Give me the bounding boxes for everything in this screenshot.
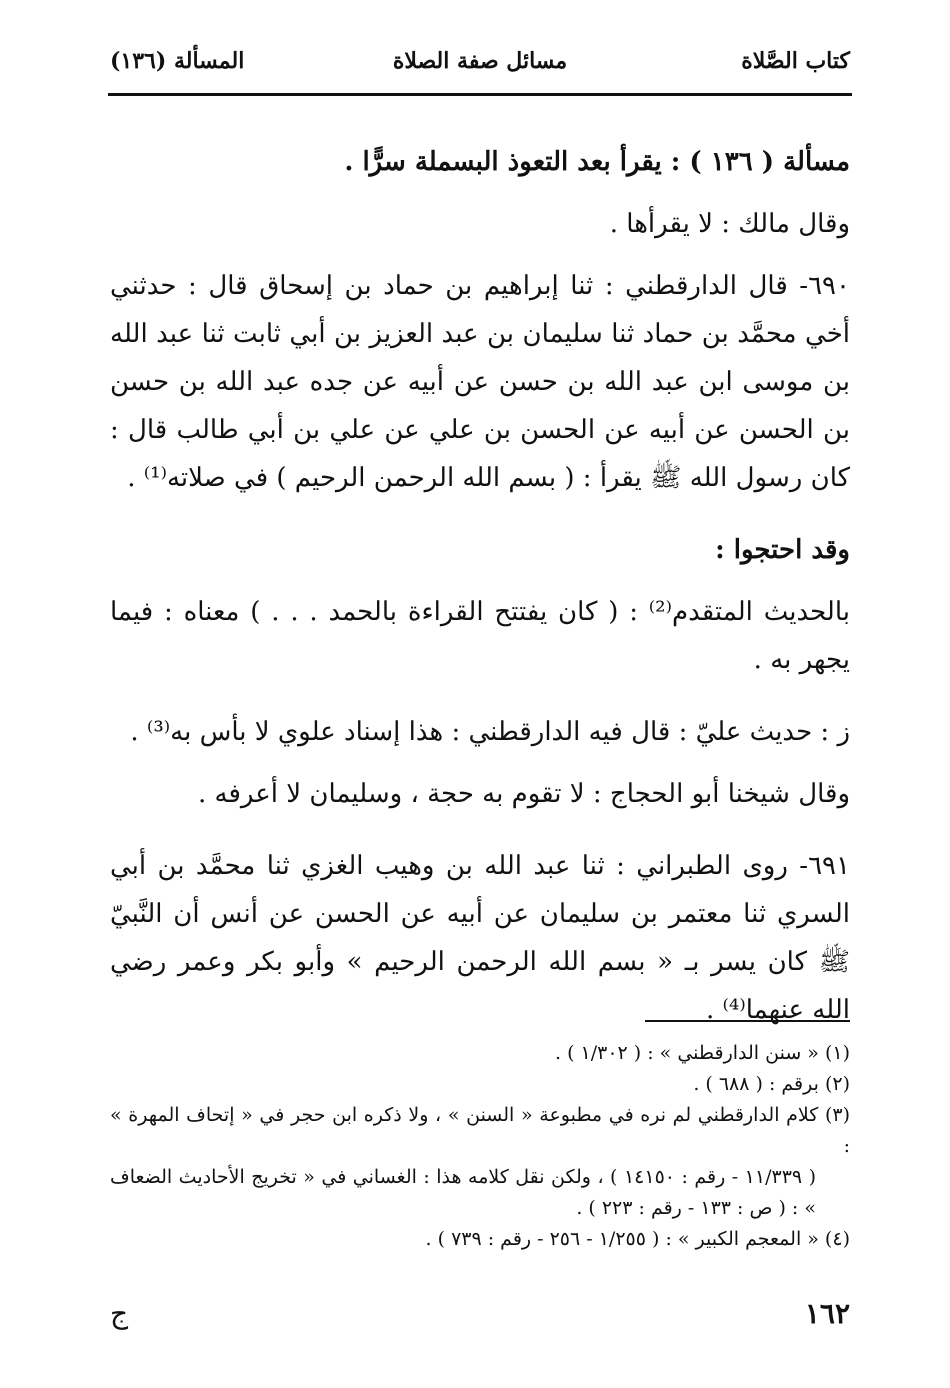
chapter-title: مسائل صفة الصلاة (392, 48, 568, 74)
page-number: ١٦٢ (804, 1297, 850, 1330)
footnote-rule (645, 1020, 850, 1022)
footnotes (110, 1038, 850, 1255)
footnote-2: (٢) برقم : ( ٦٨٨ ) . (693, 1073, 850, 1095)
hadith-690: ٦٩٠- قال الدارقطني : ثنا إبراهيم بن حماد بن إسحاق قال : حدثني أخي محمَّد بن حماد ثنا سليمان بن عبد العزيز بن أبي ثابت ثنا عبد الله بن موسى ابن عبد الله بن حسن عن أبيه عن جده عبد الله بن حسن بن الحسن عن أبيه عن الحسن بن علي عن علي بن أبي طالب قال : كان رسول الله ﷺ يقرأ : ( بسم الله الرحمن الرحيم ) في صلاته⁽¹⁾ . (110, 271, 850, 493)
running-header (110, 48, 850, 88)
malik-statement: وقال مالك : لا يقرأها . (609, 209, 850, 239)
hadith-691: ٦٩١- روى الطبراني : ثنا عبد الله بن وهيب الغزي ثنا محمَّد بن أبي السري ثنا معتمر بن سليمان عن أبيه عن الحسن عن أنس أن النَّبيّ ﷺ كان يسر بـ « بسم الله الرحمن الرحيم » وأبو بكر وعمر رضي الله عنهما⁽⁴⁾ . (110, 851, 850, 1025)
footnote-1: (١) « سنن الدارقطني » : ( ١/٣٠٢ ) . (554, 1042, 850, 1064)
footnote-3: (٣) كلام الدارقطني لم نره في مطبوعة « السنن » ، ولا ذكره ابن حجر في « إتحاف المهرة » : (110, 1104, 850, 1157)
z-note: ز : حديث عليّ : قال فيه الدارقطني : هذا إسناد علوي لا بأس به⁽³⁾ . (130, 717, 850, 747)
footnote-3-continued: ( ١١/٣٣٩ - رقم : ١٤١٥٠ ) ، ولكن نقل كلامه هذا : الغساني في « تخريج الأحاديث الضعاف » : ( ص : ١٣٣ - رقم : ٢٢٣ ) . (110, 1166, 817, 1219)
shaykh-note: وقال شيخنا أبو الحجاج : لا تقوم به حجة ، وسليمان لا أعرفه . (198, 779, 850, 809)
page-footer (110, 1297, 850, 1337)
issue-label: المسألة (١٣٦) (110, 48, 245, 74)
book-title: كتاب الصَّلاة (741, 48, 850, 74)
previous-hadith: بالحديث المتقدم⁽²⁾ : ( كان يفتتح القراءة بالحمد . . . ) معناه : فيما يجهر به . (110, 597, 850, 675)
issue-statement: مسألة ( ١٣٦ ) : يقرأ بعد التعوذ البسملة سرًّا . (344, 147, 850, 177)
signature-mark: ج (110, 1297, 129, 1330)
main-text (110, 138, 850, 1058)
header-rule (108, 93, 852, 96)
footnote-4: (٤) « المعجم الكبير » : ( ١/٢٥٥ - ٢٥٦ - رقم : ٧٣٩ ) . (425, 1228, 850, 1250)
they-argued: وقد احتجوا : (715, 535, 850, 565)
